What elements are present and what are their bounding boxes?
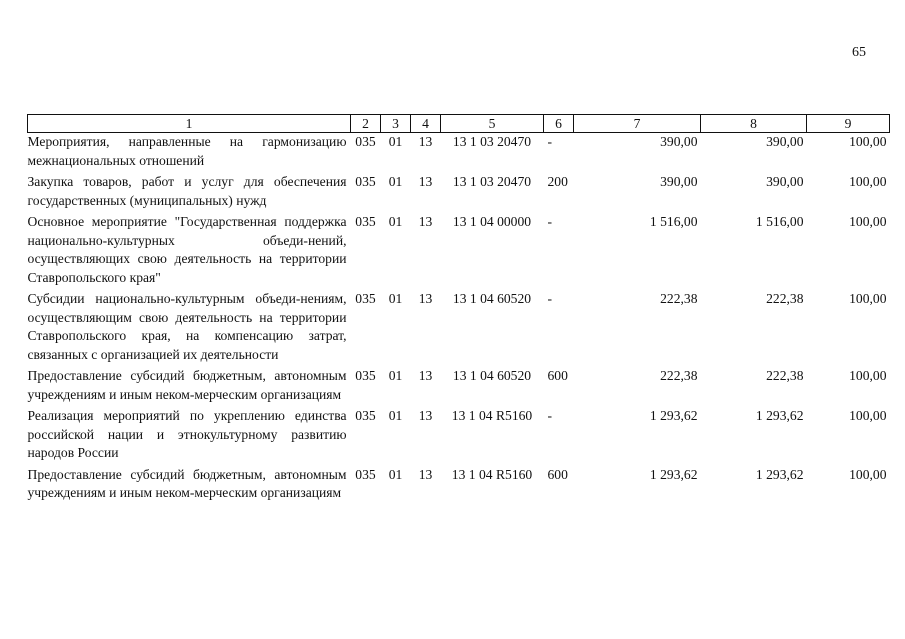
cell-col7: 390,00 (660, 134, 698, 149)
cell-col9: 100,00 (849, 174, 887, 189)
table-row (28, 213, 890, 290)
header-cell: 4 (411, 115, 441, 133)
header-cell: 1 (28, 115, 351, 133)
cell-col5: 13 1 03 20470 (452, 174, 532, 189)
row-name: Реализация мероприятий по укреплению единства российской нации и этнокультурному развитию народов России (27, 408, 347, 460)
header-cell: 9 (807, 115, 890, 133)
cell-col5: 13 1 04 R5160 (451, 408, 533, 423)
cell-col7: 390,00 (660, 174, 698, 189)
cell-col3: 01 (388, 368, 403, 383)
row-name: Закупка товаров, работ и услуг для обеспечения государственных (муниципальных) нужд (27, 174, 347, 208)
cell-col4: 13 (418, 174, 433, 189)
row-name: Мероприятия, направленные на гармонизацию межнациональных отношений (27, 134, 347, 168)
cell-col2: 035 (355, 214, 376, 229)
table-row (28, 133, 890, 174)
cell-col5: 13 1 04 00000 (452, 214, 532, 229)
page-number: 65 (852, 45, 866, 60)
header-cell: 7 (574, 115, 701, 133)
cell-col4: 13 (418, 368, 433, 383)
cell-col3: 01 (388, 408, 403, 423)
cell-col8: 1 293,62 (755, 466, 804, 482)
cell-col5: 13 1 03 20470 (452, 134, 532, 149)
table-row (28, 290, 890, 367)
cell-col2: 035 (355, 134, 376, 149)
cell-col2: 035 (355, 368, 376, 383)
header-cell: 8 (701, 115, 807, 133)
cell-col9: 100,00 (849, 214, 887, 229)
cell-col3: 01 (388, 466, 403, 482)
header-cell: 6 (544, 115, 574, 133)
row-name: Предоставление субсидий бюджетным, автономным учреждениям и иным неком-мерческим организациям (27, 466, 347, 500)
header-row (28, 115, 890, 133)
cell-col5: 13 1 04 60520 (452, 368, 532, 383)
cell-col6: - (547, 134, 553, 149)
cell-col9: 100,00 (849, 408, 887, 423)
row-name: Предоставление субсидий бюджетным, автономным учреждениям и иным неком-мерческим организациям (27, 368, 347, 402)
cell-col9: 100,00 (849, 466, 887, 482)
budget-table (27, 114, 890, 506)
cell-col8: 390,00 (766, 174, 804, 189)
cell-col3: 01 (388, 214, 403, 229)
cell-col9: 100,00 (849, 134, 887, 149)
cell-col2: 035 (355, 291, 376, 306)
cell-col3: 01 (388, 291, 403, 306)
cell-col7: 1 293,62 (649, 408, 698, 423)
row-name: Основное мероприятие "Государственная поддержка национально-культурных объеди-нений, осуществляющих свою деятельность на территории Ставропольского края" (27, 214, 347, 285)
table-row (28, 367, 890, 407)
cell-col8: 222,38 (766, 291, 804, 306)
cell-col8: 222,38 (766, 368, 804, 383)
cell-col8: 390,00 (766, 134, 804, 149)
cell-col4: 13 (418, 291, 433, 306)
table-row (28, 173, 890, 213)
cell-col7: 1 516,00 (649, 214, 698, 229)
cell-col3: 01 (388, 174, 403, 189)
cell-col6: - (547, 291, 553, 306)
row-name: Субсидии национально-культурным объеди-нениям, осуществляющим свою деятельность на территории Ставропольского края, на компенсацию затрат, связанных с организацией их деятельности (27, 291, 347, 362)
cell-col3: 01 (388, 134, 403, 149)
cell-col4: 13 (418, 466, 433, 482)
cell-col8: 1 293,62 (755, 408, 804, 423)
header-cell: 3 (381, 115, 411, 133)
cell-col8: 1 516,00 (755, 214, 804, 229)
cell-col4: 13 (418, 214, 433, 229)
cell-col9: 100,00 (849, 291, 887, 306)
cell-col9: 100,00 (849, 368, 887, 383)
table-row (28, 466, 890, 506)
cell-col4: 13 (418, 408, 433, 423)
cell-col7: 222,38 (660, 368, 698, 383)
table-row (28, 407, 890, 466)
cell-col6: - (547, 408, 553, 423)
cell-col6: 600 (547, 466, 568, 482)
cell-col7: 1 293,62 (649, 466, 698, 482)
cell-col6: 200 (547, 174, 568, 189)
header-cell: 2 (351, 115, 381, 133)
cell-col2: 035 (355, 408, 376, 423)
header-cell: 5 (441, 115, 544, 133)
cell-col2: 035 (355, 466, 376, 482)
cell-col7: 222,38 (660, 291, 698, 306)
cell-col5: 13 1 04 R5160 (451, 466, 533, 482)
cell-col6: - (547, 214, 553, 229)
cell-col4: 13 (418, 134, 433, 149)
cell-col5: 13 1 04 60520 (452, 291, 532, 306)
cell-col2: 035 (355, 174, 376, 189)
cell-col6: 600 (547, 368, 568, 383)
